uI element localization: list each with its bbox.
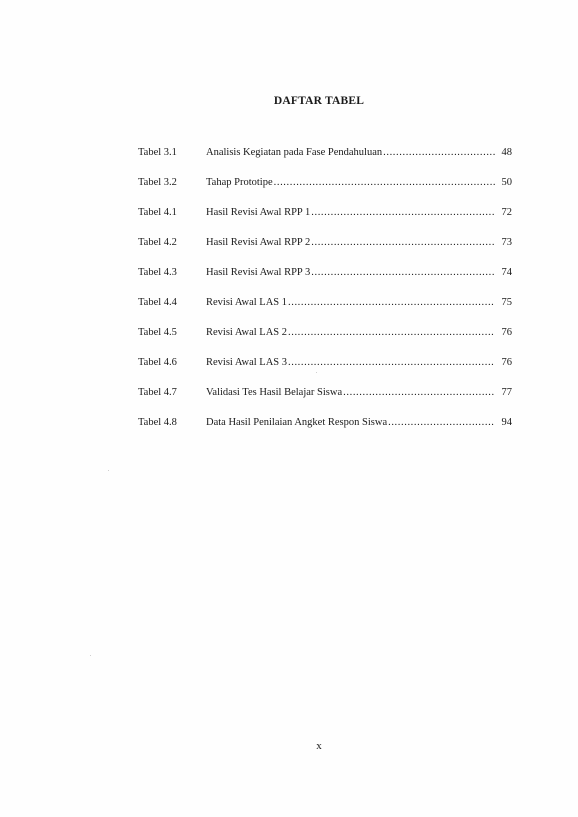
table-title: Hasil Revisi Awal RPP 1 xyxy=(206,207,311,218)
page-number: 72 xyxy=(501,207,512,218)
table-entry-body xyxy=(206,386,512,399)
table-title: Analisis Kegiatan pada Fase Pendahuluan xyxy=(206,147,383,158)
table-label: Tabel 3.2 xyxy=(138,177,177,188)
table-entry-body xyxy=(206,296,512,309)
table-entry xyxy=(138,176,512,206)
leader-dots xyxy=(311,236,495,249)
scan-speck xyxy=(316,372,317,373)
table-entry xyxy=(138,146,512,176)
leader-dots xyxy=(288,296,495,309)
table-entry-body xyxy=(206,326,512,339)
page-number: 94 xyxy=(501,417,512,428)
page-number: 74 xyxy=(501,267,512,278)
table-entry xyxy=(138,206,512,236)
leader-dots xyxy=(288,356,495,369)
table-entry xyxy=(138,326,512,356)
table-entry xyxy=(138,386,512,416)
page-number: 77 xyxy=(501,387,512,398)
table-entry xyxy=(138,236,512,266)
table-entry xyxy=(138,356,512,386)
table-label: Tabel 4.7 xyxy=(138,387,177,398)
leader-dots xyxy=(288,326,495,339)
scan-speck xyxy=(108,470,109,471)
table-title: Data Hasil Penilaian Angket Respon Siswa xyxy=(206,417,388,428)
table-list xyxy=(138,146,512,446)
table-label: Tabel 4.3 xyxy=(138,267,177,278)
page-number: 76 xyxy=(501,327,512,338)
table-label: Tabel 4.2 xyxy=(138,237,177,248)
table-label: Tabel 4.1 xyxy=(138,207,177,218)
leader-dots xyxy=(383,146,495,159)
page-number: 48 xyxy=(501,147,512,158)
table-entry-body xyxy=(206,176,512,189)
table-title: Revisi Awal LAS 2 xyxy=(206,327,287,338)
table-entry-body xyxy=(206,266,512,279)
table-title: Validasi Tes Hasil Belajar Siswa xyxy=(206,387,343,398)
leader-dots xyxy=(343,386,495,399)
page-number: 50 xyxy=(501,177,512,188)
table-entry xyxy=(138,416,512,446)
table-entry-body xyxy=(206,356,512,369)
table-entry-body xyxy=(206,146,512,159)
table-entry-body xyxy=(206,206,512,219)
table-label: Tabel 4.5 xyxy=(138,327,177,338)
table-entry-body xyxy=(206,416,512,429)
table-title: Hasil Revisi Awal RPP 3 xyxy=(206,267,311,278)
page-title: DAFTAR TABEL xyxy=(273,95,365,107)
table-title: Tahap Prototipe xyxy=(206,177,273,188)
leader-dots xyxy=(311,266,495,279)
leader-dots xyxy=(274,176,495,189)
table-label: Tabel 4.6 xyxy=(138,357,177,368)
leader-dots xyxy=(388,416,495,429)
table-entry-body xyxy=(206,236,512,249)
table-label: Tabel 4.8 xyxy=(138,417,177,428)
page-number: 73 xyxy=(501,237,512,248)
table-entry xyxy=(138,296,512,326)
page-number: 75 xyxy=(501,297,512,308)
table-entry xyxy=(138,266,512,296)
page-folio: x xyxy=(316,740,322,752)
table-title: Revisi Awal LAS 1 xyxy=(206,297,287,308)
table-title: Hasil Revisi Awal RPP 2 xyxy=(206,237,311,248)
table-label: Tabel 4.4 xyxy=(138,297,177,308)
page-number: 76 xyxy=(501,357,512,368)
scan-speck xyxy=(90,655,91,656)
table-label: Tabel 3.1 xyxy=(138,147,177,158)
table-title: Revisi Awal LAS 3 xyxy=(206,357,287,368)
leader-dots xyxy=(311,206,495,219)
